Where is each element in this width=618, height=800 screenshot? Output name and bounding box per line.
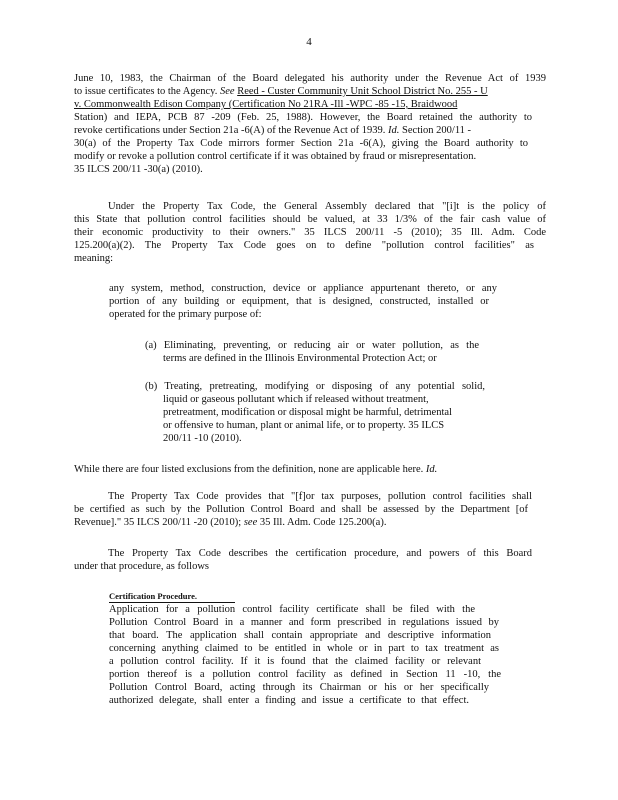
quote2-line-7: Pollution Control Board, acting through its Chairman or his or her specifically [109, 682, 489, 693]
item-b-line-4: or offensive to human, plant or animal life, or to property. 35 ILCS [163, 420, 445, 431]
item-b-line-1: (b) Treating, pretreating, modifying or disposing of any potential solid, [145, 381, 485, 392]
page-number: 4 [306, 36, 312, 48]
case-citation-reed-custer: Reed - Custer Community Unit School District No. 255 - U [237, 86, 488, 97]
p5-line-1: The Property Tax Code describes the certification procedure, and powers of this Board [108, 548, 532, 559]
paragraph-3 [74, 463, 437, 476]
quote2-line-8: authorized delegate, shall enter a finding and issue a certificate to that effect. [109, 695, 469, 706]
p1-line-3: v. Commonwealth Edison Company (Certification No 21RA -Ill -WPC -85 -15, Braidwood [74, 99, 458, 110]
quote2-line-6: portion thereof is a pollution control facility as defined in Section 11 -10, the [109, 669, 501, 680]
p3-id-signal: Id. [425, 464, 438, 475]
quote1-line-1: any system, method, construction, device or appliance appurtenant thereto, or any [109, 283, 497, 294]
quote2-line-1: Application for a pollution control facility certificate shall be filed with the [109, 604, 475, 615]
p1-line-5 [74, 124, 471, 137]
quote2-line-2: Pollution Control Board in a manner and form prescribed in regulations issued by [109, 617, 499, 628]
quote2-line-3: that board. The application shall contain appropriate and descriptive information [109, 630, 491, 641]
p1-line-5-text: revoke certifications under Section 21a -6(A) of the Revenue Act of 1939. [74, 125, 386, 136]
id-signal: Id. [388, 125, 400, 136]
item-b-line-3: pretreatment, modification or disposal might be harmful, detrimental [163, 407, 452, 418]
p2-line-4: 125.200(a)(2). The Property Tax Code goes on to define "pollution control facilities" as [74, 240, 534, 251]
p1-line-8: 35 ILCS 200/11 -30(a) (2010). [74, 164, 203, 175]
p2-line-2: this State that pollution control facilities should be valued, at 33 1/3% of the fair cash value of [74, 214, 546, 225]
p1-line-6: 30(a) of the Property Tax Code mirrors former Section 21a -6(A), giving the Board authority to [74, 138, 528, 149]
p4-line-3 [74, 516, 386, 529]
quote2-line-4: concerning anything claimed to be entitled in whole or in part to tax treatment as [109, 643, 499, 654]
p4-see-signal: see [243, 517, 258, 528]
p1-line-7: modify or revoke a pollution control certificate if it was obtained by fraud or misrepresentation. [74, 151, 477, 162]
p1-line-1: June 10, 1983, the Chairman of the Board delegated his authority under the Revenue Act of 1939 [74, 73, 546, 84]
p1-line-4: Station) and IEPA, PCB 87 -209 (Feb. 25, 1988). However, the Board retained the authority to [74, 112, 532, 123]
quote2-line-5: a pollution control facility. If it is found that the claimed facility or relevant [109, 656, 481, 667]
item-a-line-1: (a) Eliminating, preventing, or reducing air or water pollution, as the [145, 340, 479, 351]
item-b-line-2: liquid or gaseous pollutant which if released without treatment, [163, 394, 429, 405]
p2-line-1: Under the Property Tax Code, the General Assembly declared that "[i]t is the policy of [108, 201, 546, 212]
p4-line-1: The Property Tax Code provides that "[f]or tax purposes, pollution control facilities shall [108, 491, 532, 502]
p1-line-5-tail: Section 200/11 - [402, 125, 472, 136]
p4-line-3-tail: 35 Ill. Adm. Code 125.200(a). [259, 517, 387, 528]
p2-line-3: their economic productivity to their owners." 35 ILCS 200/11 -5 (2010); 35 Ill. Adm. Code [74, 227, 546, 238]
item-a-line-2: terms are defined in the Illinois Environmental Protection Act; or [163, 353, 437, 364]
p1-line-2 [74, 85, 488, 98]
p2-line-5: meaning: [74, 253, 114, 264]
see-signal: See [219, 86, 235, 97]
quote1-line-3: operated for the primary purpose of: [109, 309, 262, 320]
p4-line-2: be certified as such by the Pollution Control Board and shall be assessed by the Department [of [74, 504, 528, 515]
p4-line-3-text: Revenue]." 35 ILCS 200/11 -20 (2010); [74, 517, 242, 528]
quote1-line-2: portion of any building or equipment, that is designed, constructed, installed or [109, 296, 489, 307]
p3-text: While there are four listed exclusions from the definition, none are applicable here. [74, 464, 424, 475]
p1-line-2-text: to issue certificates to the Agency. [74, 86, 218, 97]
p5-line-2: under that procedure, as follows [74, 561, 209, 572]
item-b-line-5: 200/11 -10 (2010). [163, 433, 242, 444]
certification-procedure-heading: Certification Procedure. [109, 591, 197, 601]
